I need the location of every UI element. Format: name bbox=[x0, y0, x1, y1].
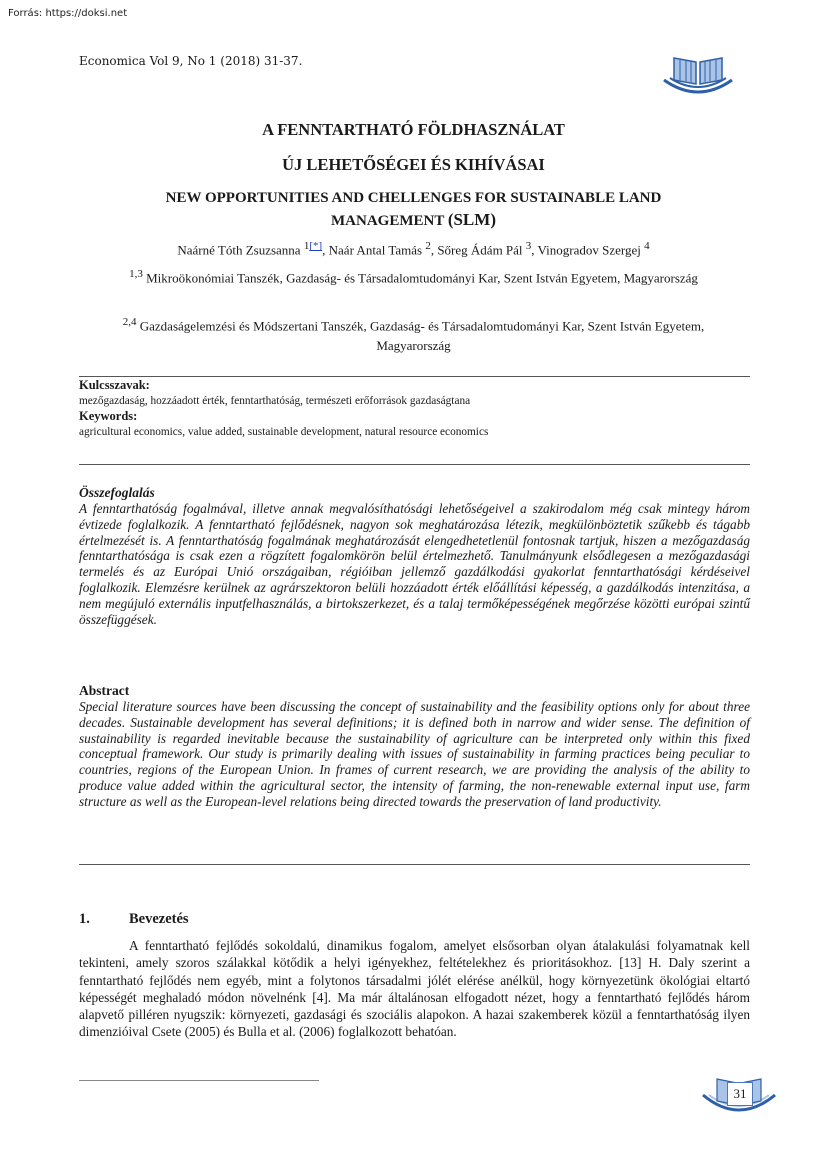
source-label: Forrás: https://doksi.net bbox=[8, 8, 128, 19]
abstract-text: Special literature sources have been discussing the concept of sustainability and the feasibility options only for about three decades. Sustainable development has several definitions; it is defined both in narrow and wider sense. The definition of sustainability is regarded inevitable because the sustainability of agriculture can be interpreted only within this fixed conceptual framework. Our study is primarily dealing with issues of sustainability in farming practices being peculiar to countries, regions of the European Union. In frames of current research, we are providing the analysis of the ability to produce value added within the agricultural sector, the intensity of farming, the non-renewable external input use, farm structure as well as the European-level relations being directed towards the preservation of land productivity. bbox=[79, 699, 750, 809]
osszefoglalas-block bbox=[79, 485, 750, 627]
section-title: Bevezetés bbox=[129, 911, 189, 927]
journal-citation: Economica Vol 9, No 1 (2018) 31-37. bbox=[79, 54, 303, 68]
title-hu-line1: A FENNTARTHATÓ FÖLDHASZNÁLAT bbox=[262, 120, 565, 139]
author-3: , Sőreg Ádám Pál bbox=[430, 242, 526, 258]
abstract-block bbox=[79, 683, 750, 810]
affiliation-1-text: Mikroökonómiai Tanszék, Gazdaság- és Társadalomtudományi Kar, Szent István Egyetem, Magyarország bbox=[142, 270, 698, 286]
author-1-sup: 1 bbox=[303, 240, 310, 252]
author-2: , Naár Antal Tamás bbox=[322, 242, 426, 258]
keywords-hu-label: Kulcsszavak: bbox=[79, 378, 150, 392]
page-number: 31 bbox=[727, 1082, 753, 1106]
divider-top bbox=[79, 376, 750, 377]
author-4: , Vinogradov Szergej bbox=[531, 242, 645, 258]
intro-paragraph: A fenntartható fejlődés sokoldalú, dinamikus fogalom, amelyet elsősorban olyan átalakulási folyamatnak kell tekinteni, amely szoros szálakkal kötődik a helyi igényekhez, feltételekhez és prioritásokhoz. [13] H. Daly szerint a fenntartható fejlődés nem egyéb, mint a folytonos társadalmi jólét elérése anélkül, hogy környezetünk ökológiai eltartó képességét meghaladó módon növelnénk [4]. Ma már általánosan elfogadott nézet, hogy a fenntartható fejlődés három alapvető pilléren nyugszik: környezeti, gazdasági és szociális alapokon. A hazai szakemberek közül a fenntarthatóság ilyen dimenzióival Csete (2005) és Bulla et al. (2006) foglalkozott behatóan. bbox=[79, 938, 750, 1040]
abstract-heading: Abstract bbox=[79, 683, 130, 698]
title-en-line2: MANAGEMENT bbox=[331, 213, 445, 229]
affiliation-1-sup: 1,3 bbox=[129, 268, 143, 280]
author-list bbox=[0, 240, 827, 258]
title-hu-line2: ÚJ LEHETŐSÉGEI ÉS KIHÍVÁSAI bbox=[282, 155, 545, 174]
keywords-en-label: Keywords: bbox=[79, 409, 138, 423]
corresponding-author-link[interactable]: [*] bbox=[309, 240, 323, 252]
author-1: Naárné Tóth Zsuzsanna bbox=[177, 242, 304, 258]
affiliation-2 bbox=[90, 312, 737, 356]
open-book-logo-icon bbox=[660, 50, 736, 98]
keywords-en: agricultural economics, value added, sustainable development, natural resource economics bbox=[79, 426, 489, 438]
section-number: 1. bbox=[79, 911, 90, 927]
title-en bbox=[120, 187, 707, 232]
affiliation-2-sup: 2,4 bbox=[122, 316, 137, 328]
keywords-block bbox=[79, 378, 750, 440]
author-3-sup: 3 bbox=[525, 240, 532, 252]
divider-abstract bbox=[79, 864, 750, 865]
osszefoglalas-text: A fenntarthatóság fogalmával, illetve annak megvalósíthatósági lehetőségeivel a szakirodalom még csak mintegy három évtizede foglalkozik. A fenntartható fejlődésnek, nagyon sok meghatározása létezik, megkülönböztetik szűkebb és tágabb értelmezését is. A fenntarthatóság fogalmának meghatározását elengedhetetlenül fontosnak tartjuk, hiszen a mezőgazdaság fenntarthatósága is csak ezen a rögzített fogalomkörön belül értelmezhető. Tanulmányunk elsődlegesen a mezőgazdasági termelés és az Európai Unió országaiban, régióiban jellemző gazdálkodási gyakorlat fenntarthatósági kérdéseivel foglalkozik. Elemzésre kerülnek az agrárszektoron belüli hozzáadott érték előállítási képesség, a gazdálkodás intenzitása, a nem megújuló externális inputfelhasználás, a birtokszerkezet, és a talaj termőképességének megőrzése közötti európai szintű összefüggések. bbox=[79, 501, 750, 627]
author-2-sup: 2 bbox=[425, 240, 431, 252]
footer-rule bbox=[79, 1080, 319, 1081]
section-heading bbox=[79, 911, 189, 928]
osszefoglalas-heading: Összefoglalás bbox=[79, 485, 155, 500]
author-4-sup: 4 bbox=[644, 240, 650, 252]
title-en-acronym: (SLM) bbox=[447, 210, 496, 229]
divider-keywords bbox=[79, 464, 750, 465]
affiliation-2-text: Gazdaságelemzési és Módszertani Tanszék, Gazdaság- és Társadalomtudományi Kar, Szent István Egyetem, Magyarország bbox=[136, 318, 705, 354]
affiliation-1 bbox=[90, 264, 737, 288]
title-en-line1: NEW OPPORTUNITIES AND CHELLENGES FOR SUSTAINABLE LAND bbox=[165, 190, 662, 206]
keywords-hu: mezőgazdaság, hozzáadott érték, fenntarthatóság, természeti erőforrások gazdaságtana bbox=[79, 395, 471, 407]
